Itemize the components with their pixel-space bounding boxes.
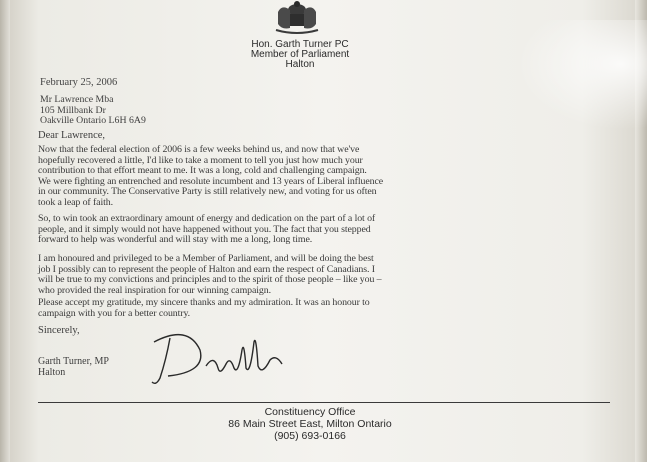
recipient-name: Mr Lawrence Mba: [40, 94, 114, 105]
recipient-address: [40, 95, 146, 127]
mp-riding: Halton: [285, 59, 315, 70]
paragraph-line: who provided the real inspiration for our winning campaign.: [38, 284, 271, 296]
paragraph-line: campaign with you for a better country.: [38, 307, 191, 319]
signer-name: Garth Turner, MP: [38, 356, 109, 367]
glass-glare: [517, 20, 647, 130]
paragraph-line: people, and it simply would not have happened without you. The fact that you stepped: [38, 223, 371, 235]
paragraph-line: contribution to that effort meant to me. It was a long, cold and challenging campaign.: [38, 165, 367, 177]
paragraph-line: took a leap of faith.: [38, 196, 113, 208]
salutation: Dear Lawrence,: [38, 130, 106, 141]
paragraph-line: forward to help was wonderful and will stay with me a long, long time.: [38, 234, 313, 246]
paragraph-line: in our community. The Conservative Party is still relatively new, and voting for us often: [38, 186, 377, 198]
paragraph-4: [38, 298, 370, 319]
letterhead: [200, 40, 400, 70]
signature: [148, 320, 298, 390]
footer-phone: (905) 693-0166: [274, 430, 346, 442]
footer-address: 86 Main Street East, Milton Ontario: [228, 418, 392, 430]
paragraph-2: [38, 214, 375, 246]
paragraph-line: will be true to my convictions and principles and to the spirit of those people – like you –: [38, 274, 382, 286]
frame-edge-left: [0, 0, 10, 462]
closing: Sincerely,: [38, 325, 80, 336]
signer-block: [38, 356, 109, 378]
paragraph-line: job I possibly can to represent the people of Halton and earn the respect of Canadians. I: [38, 263, 375, 275]
signer-riding: Halton: [38, 367, 66, 378]
paragraph-line: We were fighting an entrenched and resolute incumbent and 13 years of Liberal influence: [38, 175, 384, 187]
footer-office: Constituency Office: [264, 406, 356, 418]
paragraph-1: [38, 145, 383, 209]
footer: [180, 406, 440, 442]
mp-role: Member of Parliament: [250, 49, 350, 60]
paragraph-line: hopefully recovered a little, I'd like to take a moment to tell you just how much your: [38, 154, 363, 166]
paragraph-line: Now that the federal election of 2006 is a few weeks behind us, and now that we've: [38, 144, 360, 155]
footer-divider: [38, 402, 610, 403]
paragraph-line: Please accept my gratitude, my sincere thanks and my admiration. It was an honour to: [38, 297, 370, 308]
coat-of-arms-icon: [272, 0, 322, 36]
mp-name: Hon. Garth Turner PC: [251, 39, 349, 50]
paragraph-line: I am honoured and privileged to be a Member of Parliament, and will be doing the best: [38, 253, 374, 264]
paragraph-3: [38, 254, 382, 296]
recipient-street: 105 Millbank Dr: [40, 104, 106, 116]
recipient-city: Oakville Ontario L6H 6A9: [40, 115, 146, 126]
paragraph-line: So, to win took an extraordinary amount of energy and dedication on the part of a lot of: [38, 213, 376, 224]
letter-date: February 25, 2006: [40, 77, 118, 88]
